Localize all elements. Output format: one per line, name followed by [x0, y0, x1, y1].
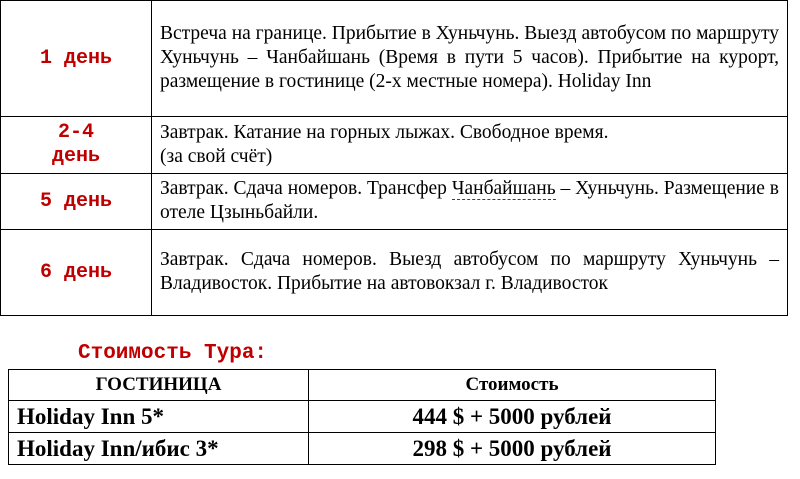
itinerary-row-day-2-4 [1, 117, 788, 174]
day-description-2-4 [152, 117, 788, 174]
day-description-2-4-text: Завтрак. Катание на горных лыжах. Свободное время. [160, 121, 609, 143]
cost-title: Стоимость Тура: [78, 342, 268, 365]
hotel-name: Holiday Inn 5* [9, 401, 309, 433]
day-label-6: 6 день [1, 230, 152, 316]
day-description-1: Встреча на границе. Прибытие в Хуньчунь. Выезд автобусом по маршруту Хуньчунь – Чанбайшань (Время в пути 5 часов). Прибытие на курорт, размещение в гостинице (2-х местные номера). Holiday Inn [152, 1, 788, 117]
day-description-6: Завтрак. Сдача номеров. Выезд автобусом по маршруту Хуньчунь – Владивосток. Прибытие на автовокзал г. Владивосток [152, 230, 788, 316]
header-cost: Стоимость [309, 370, 716, 401]
day-description-5-end: – Хуньчунь. Размещение в отеле Цзыньбайли. [160, 178, 779, 223]
day-label-5: 5 день [1, 174, 152, 230]
day-description-2-4-note: (за свой счёт) [160, 145, 273, 167]
day-label-1: 1 день [1, 1, 152, 117]
day-description-5-start: Завтрак. Сдача номеров. Трансфер [160, 178, 452, 199]
itinerary-row-day-1 [1, 1, 788, 117]
spellcheck-underlined-word: Чанбайшань [451, 178, 556, 199]
itinerary-row-day-6 [1, 230, 788, 316]
day-label-2-4 [1, 117, 152, 174]
price-table-row [9, 433, 716, 465]
day-description-5 [152, 174, 788, 230]
day-label-2-4-range: 2-4 [57, 121, 94, 144]
price-table [8, 369, 716, 465]
itinerary-row-day-5 [1, 174, 788, 230]
hotel-price: 444 $ + 5000 рублей [309, 401, 716, 433]
header-hotel: ГОСТИНИЦА [9, 370, 309, 401]
hotel-name: Holiday Inn/ибис 3* [9, 433, 309, 465]
day-label-2-4-word: день [51, 145, 100, 168]
price-table-header [9, 370, 716, 401]
price-table-row [9, 401, 716, 433]
hotel-price: 298 $ + 5000 рублей [309, 433, 716, 465]
